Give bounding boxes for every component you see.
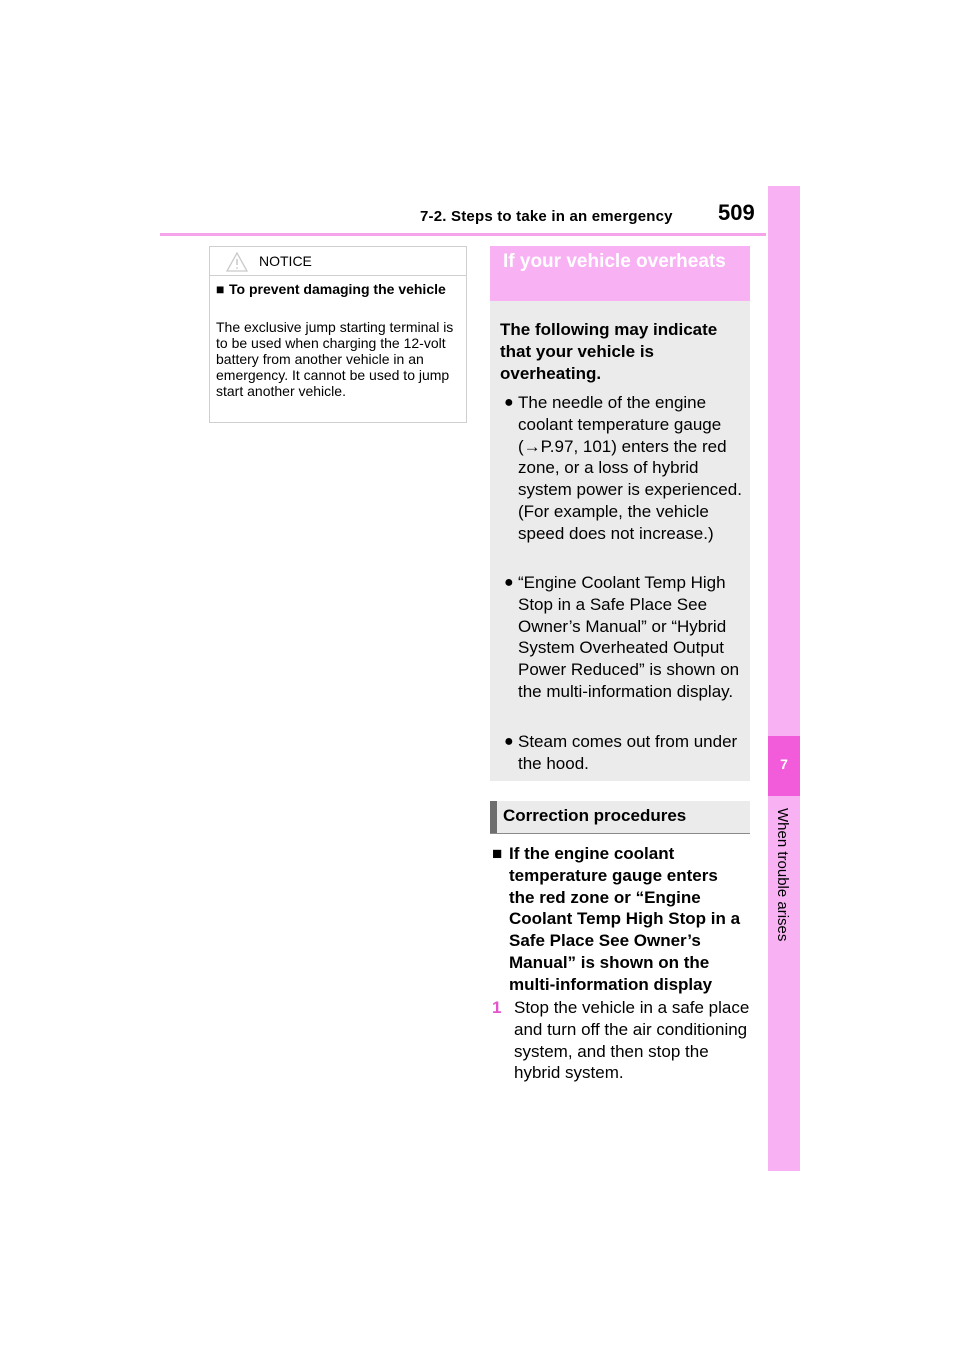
chapter-number: 7 [780, 756, 788, 772]
section-title: 7-2. Steps to take in an emergency [420, 208, 673, 225]
chapter-label [769, 808, 799, 968]
warning-triangle-icon [226, 252, 248, 272]
correction-heading-accent [490, 801, 497, 833]
notice-header [210, 247, 466, 276]
notice-box [209, 246, 467, 423]
bullet-icon: ● [504, 394, 514, 411]
overheat-item: Steam comes out from under the hood. [518, 732, 738, 773]
notice-body: The exclusive jump starting terminal is to be used when charging the 12-volt battery from another vehicle in an emergency. It cannot be used to jump start another vehicle. [216, 319, 454, 399]
overheat-title-bar [490, 246, 750, 301]
notice-heading: To prevent damaging the vehicle [229, 281, 446, 297]
notice-label: NOTICE [259, 253, 312, 269]
step-number: 1 [492, 998, 502, 1017]
page-number: 509 [718, 200, 755, 225]
header-rule [160, 233, 766, 236]
bullet-icon: ● [504, 733, 514, 750]
correction-sub-heading: If the engine coolant temperature gauge enters the red zone or “Engine Coolant Temp High Stop in a Safe Place See Owner’s Manual” is shown on the multi-information display [509, 844, 741, 994]
correction-heading: Correction procedures [503, 806, 687, 825]
correction-heading-bar [490, 801, 750, 834]
overheat-item: The needle of the engine coolant temperature gauge (→P.97, 101) enters the red zone, or a loss of hybrid system power is experienced. (For example, the vehicle speed does not increase.) [518, 393, 742, 543]
overheat-intro: The following may indicate that your vehicle is overheating. [500, 320, 718, 383]
chapter-label-text: When trouble arises [774, 808, 791, 942]
bullet-icon: ● [504, 574, 514, 591]
overheat-box [490, 246, 750, 781]
overheat-title: If your vehicle overheats [503, 251, 726, 272]
notice-bullet-icon: ■ [216, 281, 225, 297]
overheat-item: “Engine Coolant Temp High Stop in a Safe Place See Owner’s Manual” or “Hybrid System Overheated Output Power Reduced” is shown on the multi-information display. [518, 573, 740, 701]
step-text: Stop the vehicle in a safe place and turn off the air conditioning system, and then stop the hybrid system. [514, 998, 750, 1083]
sub-heading-bullet-icon: ■ [492, 844, 503, 863]
chapter-side-tab [768, 186, 800, 1171]
